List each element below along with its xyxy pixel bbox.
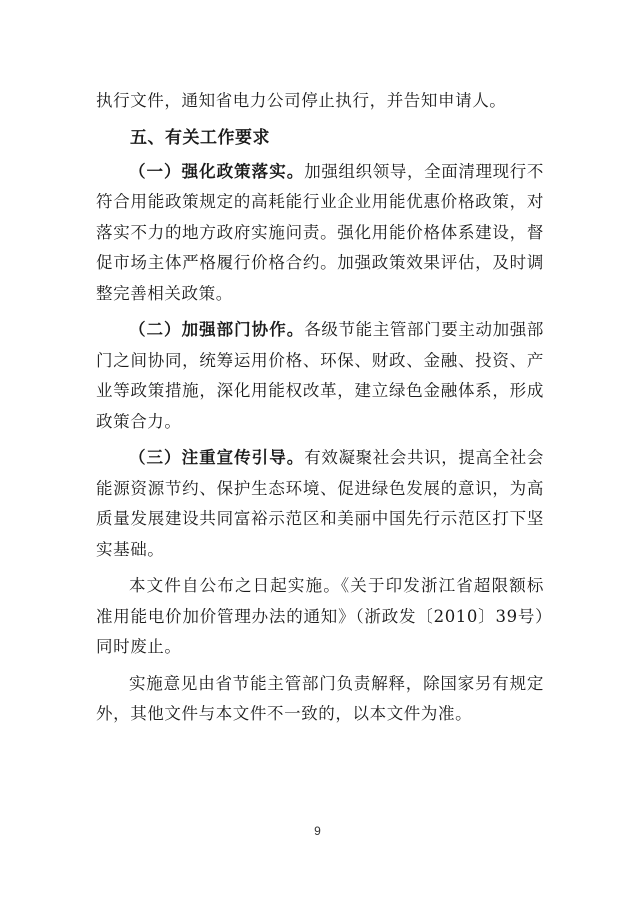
- item-1-paragraph: [96, 157, 544, 310]
- continuation-paragraph: 执行文件，通知省电力公司停止执行，并告知申请人。: [96, 91, 507, 110]
- item-1-lead: （一）强化政策落实。: [129, 161, 305, 181]
- item-3-paragraph: [96, 443, 544, 565]
- item-3-text: 有效凝聚社会共识，提高全社会能源资源节约、保护生态环境、促进绿色发展的意识，为高质量发展建设共同富裕示范区和美丽中国先行示范区打下坚实基础。: [96, 448, 545, 559]
- item-1-text: 加强组织领导，全面清理现行不符合用能政策规定的高耗能行业企业用能优惠价格政策，对落实不力的地方政府实施问责。强化用能价格体系建设，督促市场主体严格履行价格合约。加强政策效果评估，及时调整完善相关政策。: [96, 161, 545, 303]
- item-2-paragraph: [96, 315, 544, 437]
- closing-paragraph-1: 本文件自公布之日起实施。《关于印发浙江省超限额标准用能电价加价管理办法的通知》（浙政发〔2010〕39号）同时废止。: [96, 576, 544, 656]
- section-heading: 五、有关工作要求: [130, 127, 270, 148]
- item-2-lead: （二）加强部门协作。: [129, 320, 305, 339]
- item-2-text: 各级节能主管部门要主动加强部门之间协同，统筹运用价格、环保、财政、金融、投资、产业等政策措施，深化用能权改革，建立绿色金融体系，形成政策合力。: [96, 320, 545, 431]
- page-number: 9: [314, 824, 321, 838]
- closing-paragraph-2: 实施意见由省节能主管部门负责解释，除国家另有规定外，其他文件与本文件不一致的，以本文件为准。: [96, 673, 544, 723]
- item-3-lead: （三）注重宣传引导。: [129, 448, 305, 467]
- document-page: [96, 86, 544, 736]
